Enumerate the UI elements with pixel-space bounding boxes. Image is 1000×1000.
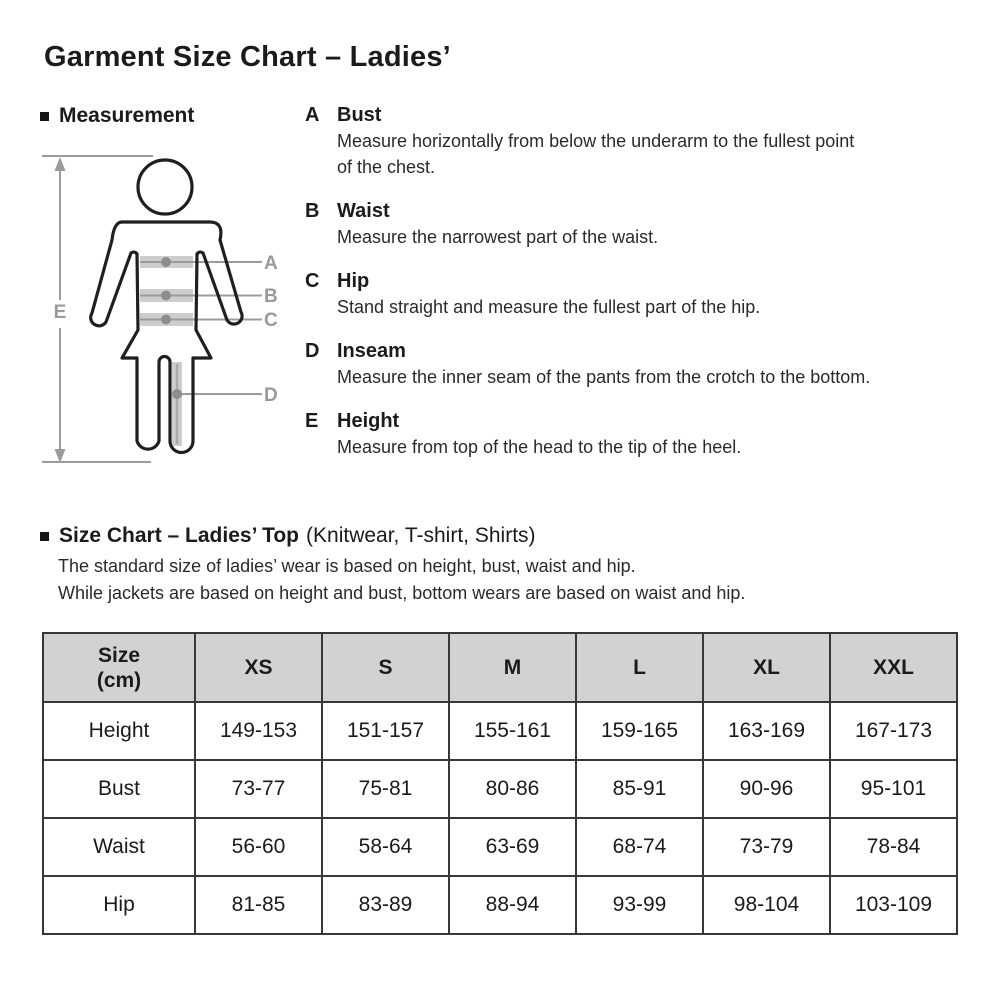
measurement-term-row [305, 198, 985, 224]
size-chart-heading-note: (Knitwear, T-shirt, Shirts) [306, 524, 536, 547]
table-cell: 103-109 [830, 876, 957, 934]
row-label: Hip [43, 876, 195, 934]
table-cell: 149-153 [195, 702, 322, 760]
measurement-letter: E [305, 410, 319, 432]
inseam-point-dot [172, 389, 182, 399]
arrow-down-icon [55, 449, 66, 463]
figure-label-hip: C [264, 310, 278, 331]
table-cell: 93-99 [576, 876, 703, 934]
col-header-xs: XS [195, 633, 322, 702]
measurement-description [337, 434, 985, 460]
measurement-item-bust [305, 102, 985, 180]
col-header-l: L [576, 633, 703, 702]
measurement-letter: D [305, 340, 320, 362]
row-label: Height [43, 702, 195, 760]
size-chart-section-header [40, 522, 536, 550]
table-cell: 78-84 [830, 818, 957, 876]
table-cell: 159-165 [576, 702, 703, 760]
measurement-term: Hip [337, 270, 370, 292]
measurement-item-height [305, 408, 985, 460]
measurement-term-row [305, 102, 985, 128]
body-measurement-diagram-icon [30, 130, 300, 490]
table-cell: 80-86 [449, 760, 576, 818]
col-header-xxl: XXL [830, 633, 957, 702]
description-line: The standard size of ladies’ wear is based on height, bust, waist and hip. [58, 556, 636, 576]
table-cell: 58-64 [322, 818, 449, 876]
description-line: While jackets are based on height and bust, bottom wears are based on waist and hip. [58, 583, 746, 603]
measurement-description [337, 128, 985, 180]
table-cell: 167-173 [830, 702, 957, 760]
table-row-bust [43, 760, 957, 818]
section-bullet-icon [40, 112, 49, 121]
table-row-waist [43, 818, 957, 876]
table-cell: 90-96 [703, 760, 830, 818]
description-line: Measure from top of the head to the tip of the heel. [337, 437, 742, 457]
measurement-item-hip [305, 268, 985, 320]
table-cell: 81-85 [195, 876, 322, 934]
description-line: Measure the narrowest part of the waist. [337, 227, 659, 247]
table-cell: 151-157 [322, 702, 449, 760]
table-row-hip [43, 876, 957, 934]
measurement-letter: C [305, 270, 320, 292]
measurement-term: Waist [337, 200, 390, 222]
hip-point-dot [161, 315, 171, 325]
measurement-definition-list [305, 102, 985, 478]
arrow-up-icon [55, 157, 66, 171]
measurement-description [337, 364, 985, 390]
measurement-heading: Measurement [59, 104, 195, 127]
figure-label-height: E [53, 302, 67, 323]
table-cell: 155-161 [449, 702, 576, 760]
col-header-xl: XL [703, 633, 830, 702]
row-label: Bust [43, 760, 195, 818]
table-cell: 73-79 [703, 818, 830, 876]
description-line: Measure the inner seam of the pants from the crotch to the bottom. [337, 367, 871, 387]
corner-header-size-cm [43, 633, 195, 702]
size-chart-heading: Size Chart – Ladies’ Top [59, 524, 300, 547]
description-line: Measure horizontally from below the underarm to the fullest point [337, 131, 855, 151]
row-label: Waist [43, 818, 195, 876]
measurement-letter: A [305, 104, 320, 126]
measurement-section-header [40, 103, 194, 129]
measurement-item-waist [305, 198, 985, 250]
measurement-term: Bust [337, 104, 382, 126]
table-cell: 75-81 [322, 760, 449, 818]
measurement-description [337, 224, 985, 250]
table-cell: 98-104 [703, 876, 830, 934]
col-header-m: M [449, 633, 576, 702]
figure-label-waist: B [264, 286, 278, 307]
size-table [42, 632, 958, 935]
size-chart-description [58, 553, 958, 607]
measurement-term: Inseam [337, 340, 406, 362]
figure-label-inseam: D [264, 385, 278, 406]
measurement-letter: B [305, 200, 320, 222]
table-header-row [43, 633, 957, 702]
table-cell: 95-101 [830, 760, 957, 818]
measurement-figure [30, 130, 300, 490]
measurement-term: Height [337, 410, 400, 432]
measurement-item-inseam [305, 338, 985, 390]
table-row-height [43, 702, 957, 760]
measurement-term-row [305, 408, 985, 434]
table-cell: 73-77 [195, 760, 322, 818]
section-bullet-icon [40, 532, 49, 541]
measurement-term-row [305, 338, 985, 364]
description-line: of the chest. [337, 157, 436, 177]
col-header-s: S [322, 633, 449, 702]
page-title: Garment Size Chart – Ladies’ [44, 41, 451, 73]
corner-header-line2: (cm) [96, 668, 142, 692]
description-line: Stand straight and measure the fullest part of the hip. [337, 297, 761, 317]
table-cell: 63-69 [449, 818, 576, 876]
table-cell: 163-169 [703, 702, 830, 760]
size-table-header [43, 633, 957, 702]
waist-point-dot [161, 291, 171, 301]
table-cell: 88-94 [449, 876, 576, 934]
figure-head [138, 160, 192, 214]
table-cell: 68-74 [576, 818, 703, 876]
measurement-description [337, 294, 985, 320]
table-cell: 85-91 [576, 760, 703, 818]
measurement-term-row [305, 268, 985, 294]
table-cell: 56-60 [195, 818, 322, 876]
corner-header-line1: Size [97, 643, 141, 667]
bust-point-dot [161, 257, 171, 267]
figure-label-bust: A [264, 253, 278, 274]
table-cell: 83-89 [322, 876, 449, 934]
